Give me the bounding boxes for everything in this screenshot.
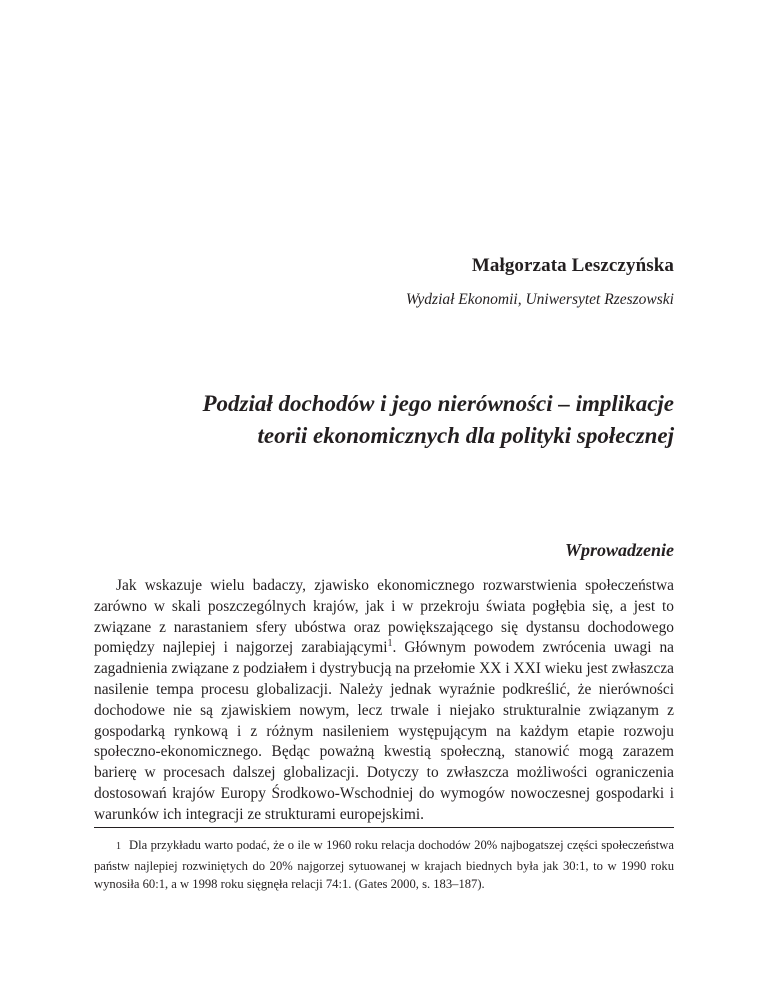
footnote-number: 1 xyxy=(116,841,121,852)
body-text-part-1: Jak wskazuje wielu badaczy, zjawisko ekonomicznego rozwarstwienia społeczeństwa zarówno w skali poszczególnych krajów, jak i w przekroju świata pogłębia się, a jest to związane z narastaniem sfery ubóstwa oraz powiększającego się dystansu dochodowego pomiędzy najlepiej i najgorzej zarabiającymi xyxy=(94,577,674,657)
footnote-reference[interactable]: 1 xyxy=(387,638,393,650)
footnote-text: Dla przykładu warto podać, że o ile w 1960 roku relacja dochodów 20% najbogatszej części społeczeństwa państw najlepiej rozwiniętych do 20% najgorzej sytuowanej w krajach biednych była jak 30:1, to w 1990 roku wynosiła 60:1, a w 1998 roku sięgnęła relacji 74:1. (Gates 2000, s. 183–187). xyxy=(94,838,674,891)
author-name: Małgorzata Leszczyńska xyxy=(471,255,674,276)
body-text-part-2: . Głównym powodem zwrócenia uwagi na zagadnienia związane z podziałem i dystrybucją na przełomie XX i XXI wieku jest zwłaszcza nasilenie tempa procesu globalizacji. Należy jednak wyraźnie podkreślić, że nierówności dochodowe nie są zjawiskiem nowym, lecz trwale i niejako strukturalnie związanym z gospodarką rynkową i z różnym nasileniem występującym na każdym etapie rozwoju społeczno-ekonomicznego. Będąc poważną kwestią społeczną, stanowić mogą zarazem barierę w procesach dalszej globalizacji. Dotyczy to zwłaszcza możliwości ograniczenia dostosowań krajów Europy Środkowo-Wschodniej do wymogów nowoczesnej gospodarki i warunków ich integracji ze strukturami europejskimi. xyxy=(94,639,674,823)
article-title-line-1: Podział dochodów i jego nierówności – implikacje xyxy=(202,391,674,416)
body-paragraph xyxy=(94,576,674,826)
footnote-divider xyxy=(94,827,674,828)
article-title-line-2: teorii ekonomicznych dla polityki społecznej xyxy=(257,423,674,448)
article-title xyxy=(94,388,674,452)
section-heading-introduction: Wprowadzenie xyxy=(564,540,674,560)
footnote xyxy=(94,836,674,894)
author-affiliation: Wydział Ekonomii, Uniwersytet Rzeszowski xyxy=(405,291,674,308)
